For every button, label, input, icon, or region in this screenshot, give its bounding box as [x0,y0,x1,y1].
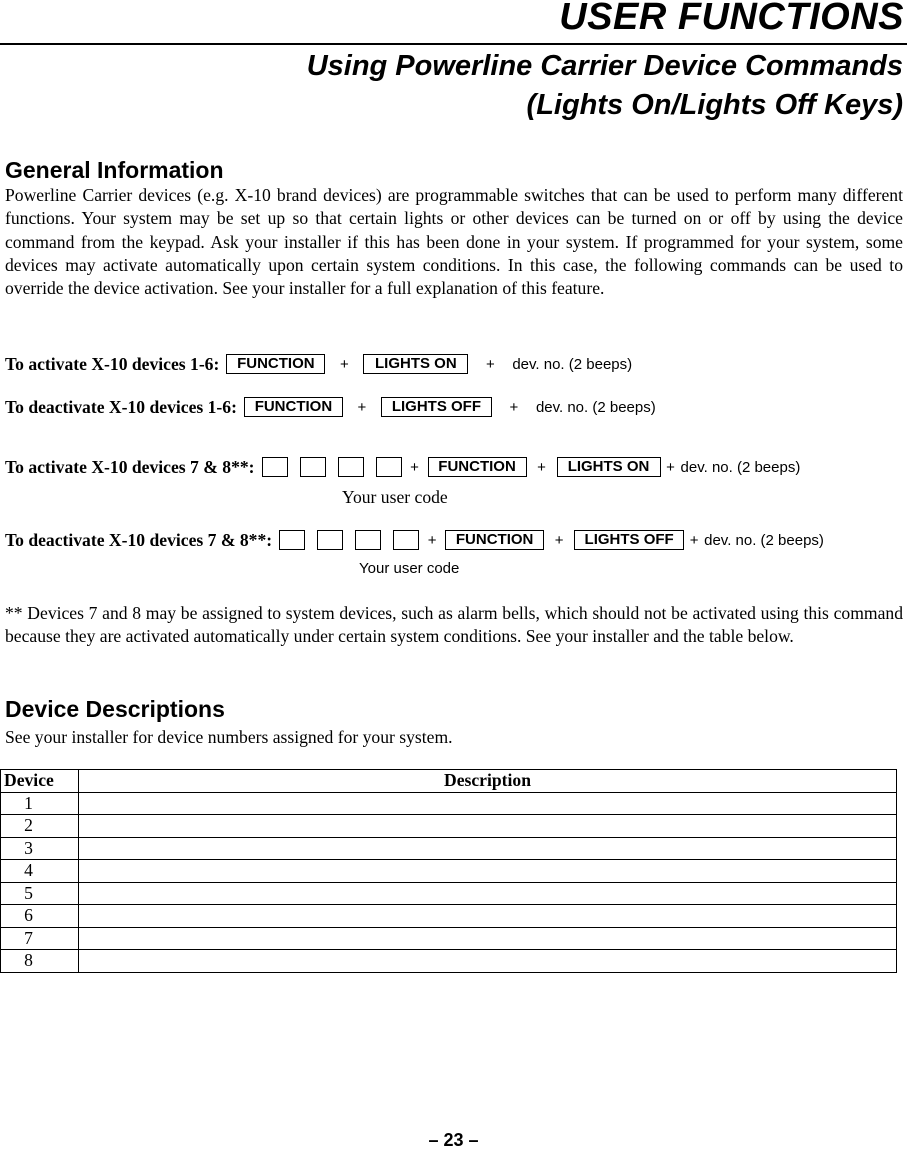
table-row [1,927,897,950]
device-number-cell: 2 [1,815,79,838]
device-description-cell [79,815,897,838]
plus-sign: + [357,398,367,416]
user-code-digit-box [279,530,305,550]
user-code-digit-box [338,457,364,477]
function-key: FUNCTION [445,530,544,550]
intro-text: See your installer for device numbers assigned for your system. [5,727,453,747]
command-activate-1-6 [5,353,632,375]
page-title: USER FUNCTIONS [559,0,904,38]
column-header-device: Device [1,770,79,793]
table-row [1,837,897,860]
general-information-paragraph [5,184,903,300]
column-header-description: Description [79,770,897,793]
device-number-cell: 1 [1,792,79,815]
page-subtitle-line1: Using Powerline Carrier Device Commands [306,50,903,82]
page-number: – 23 – [428,1130,479,1150]
plus-sign: + [537,458,546,476]
general-information-heading: General Information [5,157,224,183]
plus-sign: + [509,398,519,416]
device-description-cell [79,950,897,973]
plus-sign: + [666,458,675,476]
device-description-cell [79,837,897,860]
device-number-instruction: dev. no. (2 beeps) [680,458,801,476]
device-description-cell [79,927,897,950]
general-information-text: Powerline Carrier devices (e.g. X-10 brand devices) are programmable switches that can be used to perform many different functions. Your system may be set up so that certain lights or other devices can be turned on or off by using the device command from the keypad. Ask your installer if this has been done in your system. If programmed for your system, some devices may activate automatically upon certain system conditions. In this case, the following commands can be used to override the device activation. See your installer for a full explanation of this feature. [5,185,903,299]
function-key: FUNCTION [244,397,343,417]
command-deactivate-1-6 [5,396,656,418]
table-row [1,815,897,838]
user-code-digit-box [355,530,381,550]
plus-sign: + [554,531,564,549]
command-label: To deactivate X-10 devices 1-6: [5,396,237,417]
lights-on-key: LIGHTS ON [363,354,468,374]
page-subtitle-line2: (Lights On/Lights Off Keys) [526,89,903,121]
plus-sign: + [410,458,419,476]
table-row [1,905,897,928]
command-activate-7-8 [5,456,800,478]
table-row [1,950,897,973]
device-number-instruction: dev. no. (2 beeps) [512,355,633,373]
device-descriptions-heading: Device Descriptions [5,696,225,722]
table-row [1,860,897,883]
device-description-cell [79,792,897,815]
plus-sign: + [427,531,437,549]
command-label: To activate X-10 devices 1-6: [5,353,220,374]
device-description-cell [79,882,897,905]
table-header-row [1,770,897,793]
user-code-caption: Your user code [342,487,448,507]
devices-7-8-note [5,602,903,649]
device-number-cell: 5 [1,882,79,905]
user-code-digit-box [376,457,402,477]
device-description-cell [79,860,897,883]
device-number-cell: 8 [1,950,79,973]
function-key: FUNCTION [428,457,527,477]
note-text: ** Devices 7 and 8 may be assigned to system devices, such as alarm bells, which should not be activated using this command because they are activated automatically under certain system conditions. See your installer and the table below. [5,603,903,647]
command-deactivate-7-8 [5,529,824,551]
plus-sign: + [339,355,349,373]
device-number-cell: 4 [1,860,79,883]
device-number-instruction: dev. no. (2 beeps) [535,398,656,416]
device-descriptions-intro [5,726,903,749]
device-table [0,769,897,973]
lights-off-key: LIGHTS OFF [574,530,684,550]
device-number-cell: 3 [1,837,79,860]
device-number-instruction: dev. no. (2 beeps) [704,531,824,549]
device-number-cell: 6 [1,905,79,928]
table-row [1,882,897,905]
device-description-cell [79,905,897,928]
user-code-digit-box [393,530,419,550]
plus-sign: + [485,355,495,373]
lights-on-key: LIGHTS ON [557,457,661,477]
command-label: To activate X-10 devices 7 & 8**: [5,456,255,477]
device-number-cell: 7 [1,927,79,950]
user-code-digit-box [317,530,343,550]
header-rule [0,43,907,45]
command-label: To deactivate X-10 devices 7 & 8**: [5,529,273,550]
table-row [1,792,897,815]
lights-off-key: LIGHTS OFF [381,397,492,417]
user-code-digit-box [262,457,288,477]
plus-sign: + [689,531,699,549]
user-code-digit-box [300,457,326,477]
user-code-caption: Your user code [359,560,460,577]
function-key: FUNCTION [226,354,325,374]
